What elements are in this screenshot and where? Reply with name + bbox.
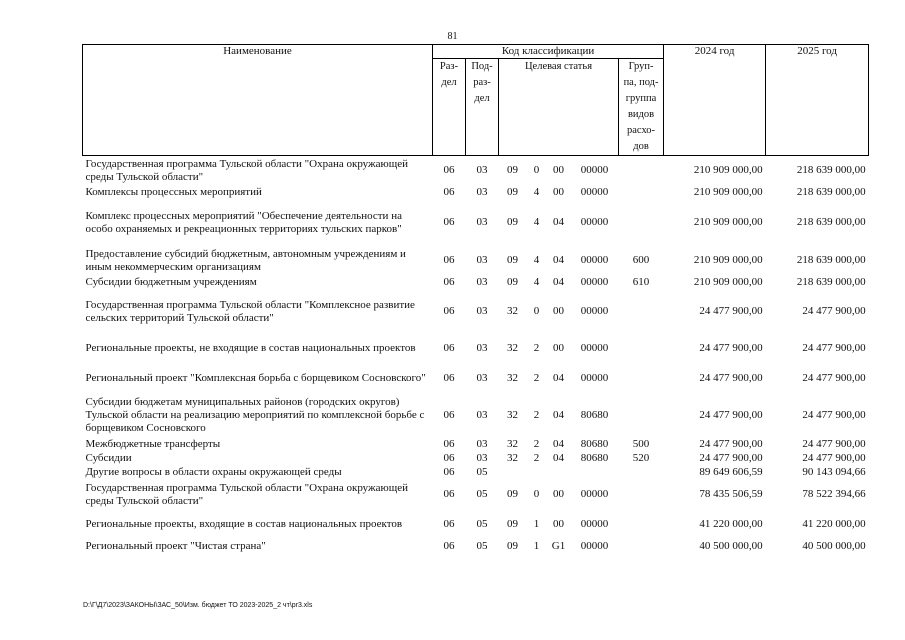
cell-pr: 03 bbox=[476, 276, 488, 288]
cell-c1: 09 bbox=[507, 488, 518, 500]
header-expense-group: Груп- па, под- группа видов расхо- дов bbox=[619, 59, 664, 156]
cell-y2: 218 639 000,00 bbox=[796, 254, 866, 266]
cell-y2: 218 639 000,00 bbox=[796, 216, 866, 228]
cell-c3: 04 bbox=[553, 409, 564, 421]
cell-rz: 06 bbox=[443, 372, 455, 384]
cell-name: Субсидии bbox=[85, 452, 132, 464]
cell-y2: 78 522 394,66 bbox=[802, 488, 866, 500]
cell-name: Региональный проект "Комплексная борьба с борщевиком Сосновского" bbox=[85, 372, 426, 384]
header-name: Наименование bbox=[83, 45, 433, 156]
table-row bbox=[83, 290, 869, 334]
cell-vr bbox=[619, 200, 664, 246]
cell-c1: 09 bbox=[507, 186, 518, 198]
cell-rz: 06 bbox=[443, 254, 455, 266]
cell-rz: 06 bbox=[443, 488, 455, 500]
cell-y2: 218 639 000,00 bbox=[796, 276, 866, 288]
header-razdel: Раз- дел bbox=[433, 59, 466, 156]
cell-c1: 32 bbox=[507, 452, 518, 464]
cell-vr bbox=[619, 186, 664, 200]
cell-c3 bbox=[547, 466, 571, 480]
cell-pr: 05 bbox=[476, 540, 488, 552]
cell-c3: 04 bbox=[553, 452, 564, 464]
header-code-classification: Код классификации bbox=[433, 45, 664, 59]
cell-c2: 4 bbox=[533, 254, 540, 266]
cell-rz: 06 bbox=[443, 438, 455, 450]
cell-c2: 4 bbox=[533, 276, 540, 288]
cell-c4: 00000 bbox=[580, 254, 609, 266]
header-target-article: Целевая статья bbox=[499, 59, 619, 156]
cell-c3: 04 bbox=[553, 276, 564, 288]
header-year-2025: 2025 год bbox=[766, 45, 869, 156]
cell-y1: 24 477 900,00 bbox=[699, 305, 763, 317]
cell-c1: 09 bbox=[507, 216, 518, 228]
cell-c4: 00000 bbox=[580, 342, 609, 354]
header-year-2024: 2024 год bbox=[664, 45, 766, 156]
cell-pr: 03 bbox=[476, 305, 488, 317]
cell-pr: 03 bbox=[476, 186, 488, 198]
cell-vr bbox=[619, 156, 664, 186]
cell-c3: 00 bbox=[553, 164, 564, 177]
cell-pr: 03 bbox=[476, 164, 488, 177]
cell-pr: 03 bbox=[476, 372, 488, 384]
cell-c4: 00000 bbox=[580, 488, 609, 500]
cell-vr bbox=[619, 394, 664, 438]
cell-c4: 80680 bbox=[580, 409, 609, 421]
cell-c2: 0 bbox=[533, 164, 540, 177]
budget-table bbox=[82, 44, 869, 554]
cell-vr: 610 bbox=[632, 276, 650, 288]
cell-rz: 06 bbox=[443, 276, 455, 288]
cell-y1: 24 477 900,00 bbox=[699, 409, 763, 421]
cell-c4: 00000 bbox=[580, 372, 609, 384]
cell-c2: 2 bbox=[533, 342, 540, 354]
table-row bbox=[83, 246, 869, 276]
cell-y2: 40 500 000,00 bbox=[802, 540, 866, 552]
cell-rz: 06 bbox=[443, 518, 455, 530]
cell-name: Другие вопросы в области охраны окружающей среды bbox=[85, 466, 342, 478]
cell-y2: 24 477 900,00 bbox=[802, 372, 866, 384]
table-row bbox=[83, 438, 869, 452]
cell-c2: 1 bbox=[533, 540, 540, 552]
cell-y1: 40 500 000,00 bbox=[699, 540, 763, 552]
table-row bbox=[83, 452, 869, 466]
cell-name: Комплекс процессных мероприятий "Обеспечение деятельности на особо охраняемых и рекреационных территориях тульских парков" bbox=[85, 209, 402, 235]
cell-pr: 05 bbox=[476, 466, 488, 478]
cell-name: Государственная программа Тульской области "Охрана окружающей среды Тульской области" bbox=[85, 157, 408, 183]
cell-y2: 218 639 000,00 bbox=[796, 164, 866, 177]
table-row bbox=[83, 276, 869, 290]
cell-name: Государственная программа Тульской области "Охрана окружающей среды Тульской области" bbox=[85, 481, 408, 507]
cell-name: Государственная программа Тульской области "Комплексное развитие сельских территорий Тульской области" bbox=[85, 298, 415, 324]
cell-c4: 00000 bbox=[580, 164, 609, 177]
cell-name: Региональные проекты, входящие в состав национальных проектов bbox=[85, 518, 403, 530]
cell-y1: 210 909 000,00 bbox=[693, 254, 763, 266]
cell-c1: 09 bbox=[507, 276, 518, 288]
cell-y1: 89 649 606,59 bbox=[699, 466, 763, 478]
cell-name: Межбюджетные трансферты bbox=[85, 438, 221, 450]
table-row bbox=[83, 364, 869, 394]
cell-y1: 78 435 506,59 bbox=[699, 488, 763, 500]
cell-vr: 520 bbox=[632, 452, 650, 464]
cell-c1: 32 bbox=[507, 342, 518, 354]
cell-vr bbox=[619, 364, 664, 394]
cell-name: Комплексы процессных мероприятий bbox=[85, 186, 262, 198]
cell-c2: 2 bbox=[533, 409, 540, 421]
cell-vr: 600 bbox=[632, 254, 650, 266]
cell-c4: 00000 bbox=[580, 276, 609, 288]
cell-c4: 00000 bbox=[580, 186, 609, 198]
cell-c2: 2 bbox=[533, 452, 540, 464]
cell-pr: 05 bbox=[476, 488, 488, 500]
cell-c3: 04 bbox=[553, 254, 564, 266]
cell-y1: 24 477 900,00 bbox=[699, 372, 763, 384]
cell-vr bbox=[619, 290, 664, 334]
cell-c4: 00000 bbox=[580, 216, 609, 228]
cell-y1: 210 909 000,00 bbox=[693, 276, 763, 288]
cell-rz: 06 bbox=[443, 305, 455, 317]
table-row bbox=[83, 334, 869, 364]
cell-y2: 41 220 000,00 bbox=[802, 518, 866, 530]
cell-y2: 90 143 094,66 bbox=[802, 466, 866, 478]
header-podrazdel: Под- раз- дел bbox=[466, 59, 499, 156]
cell-y2: 24 477 900,00 bbox=[802, 438, 866, 450]
cell-c4: 80680 bbox=[580, 452, 609, 464]
cell-rz: 06 bbox=[443, 466, 455, 478]
table-row bbox=[83, 466, 869, 480]
file-path-footer: D:\Г\Д7\2023\ЗАКОНЫ\ЗАС_50\Изм. бюджет ТО 2023-2025_2 чт\pr3.xls bbox=[83, 602, 313, 609]
cell-c1: 32 bbox=[507, 409, 518, 421]
cell-rz: 06 bbox=[443, 452, 455, 464]
cell-y2: 218 639 000,00 bbox=[796, 186, 866, 198]
cell-name: Региональный проект "Чистая страна" bbox=[85, 540, 266, 552]
cell-c2: 2 bbox=[533, 438, 540, 450]
cell-c2: 1 bbox=[533, 518, 540, 530]
cell-vr bbox=[619, 334, 664, 364]
cell-pr: 03 bbox=[476, 342, 488, 354]
cell-rz: 06 bbox=[443, 186, 455, 198]
cell-y2: 24 477 900,00 bbox=[802, 452, 866, 464]
cell-y1: 24 477 900,00 bbox=[699, 438, 763, 450]
cell-c2: 4 bbox=[533, 186, 540, 198]
table-row bbox=[83, 540, 869, 554]
cell-vr bbox=[619, 540, 664, 554]
cell-c1: 09 bbox=[507, 518, 518, 530]
cell-y2: 24 477 900,00 bbox=[802, 342, 866, 354]
page-number: 81 bbox=[447, 31, 458, 42]
cell-c1: 32 bbox=[507, 438, 518, 450]
cell-c2: 0 bbox=[533, 305, 540, 317]
table-row bbox=[83, 510, 869, 540]
cell-name: Региональные проекты, не входящие в состав национальных проектов bbox=[85, 342, 416, 354]
cell-y1: 24 477 900,00 bbox=[699, 342, 763, 354]
cell-vr bbox=[619, 480, 664, 510]
cell-y1: 210 909 000,00 bbox=[693, 164, 763, 177]
cell-rz: 06 bbox=[443, 342, 455, 354]
table-body bbox=[83, 156, 869, 554]
cell-c3: 00 bbox=[553, 488, 564, 500]
cell-c1: 32 bbox=[507, 305, 518, 317]
cell-vr bbox=[619, 510, 664, 540]
cell-c4: 00000 bbox=[580, 305, 609, 317]
cell-pr: 05 bbox=[476, 518, 488, 530]
cell-c2: 2 bbox=[533, 372, 540, 384]
cell-c4: 00000 bbox=[580, 540, 609, 552]
cell-y2: 24 477 900,00 bbox=[802, 305, 866, 317]
cell-rz: 06 bbox=[443, 540, 455, 552]
cell-c4 bbox=[571, 466, 619, 480]
cell-c3: 00 bbox=[553, 186, 564, 198]
cell-y1: 24 477 900,00 bbox=[699, 452, 763, 464]
cell-vr bbox=[619, 466, 664, 480]
cell-y1: 210 909 000,00 bbox=[693, 216, 763, 228]
cell-pr: 03 bbox=[476, 216, 488, 228]
cell-c1: 32 bbox=[507, 372, 518, 384]
cell-c3: 04 bbox=[553, 216, 564, 228]
cell-c1: 09 bbox=[507, 540, 518, 552]
cell-name: Субсидии бюджетам муниципальных районов (городских округов) Тульской области на реализацию мероприятий по комплексной борьбе с борщевиком Сосновского bbox=[85, 396, 425, 434]
cell-y1: 41 220 000,00 bbox=[699, 518, 763, 530]
cell-pr: 03 bbox=[476, 254, 488, 266]
cell-c3: 00 bbox=[553, 518, 564, 530]
table-row bbox=[83, 156, 869, 186]
cell-rz: 06 bbox=[443, 164, 455, 177]
cell-y1: 210 909 000,00 bbox=[693, 186, 763, 198]
table-row bbox=[83, 480, 869, 510]
cell-y2: 24 477 900,00 bbox=[802, 409, 866, 421]
cell-pr: 03 bbox=[476, 438, 488, 450]
cell-vr: 500 bbox=[632, 438, 650, 450]
cell-c1: 09 bbox=[507, 164, 518, 177]
cell-c3: 00 bbox=[553, 305, 564, 317]
cell-c3: 00 bbox=[553, 342, 564, 354]
cell-c2: 0 bbox=[533, 488, 540, 500]
table-row bbox=[83, 186, 869, 200]
cell-c3: 04 bbox=[553, 438, 564, 450]
cell-c4: 80680 bbox=[580, 438, 609, 450]
table-row bbox=[83, 394, 869, 438]
cell-c2: 4 bbox=[533, 216, 540, 228]
cell-c1 bbox=[499, 466, 527, 480]
cell-pr: 03 bbox=[476, 452, 488, 464]
cell-name: Субсидии бюджетным учреждениям bbox=[85, 276, 257, 288]
cell-c3: 04 bbox=[553, 372, 564, 384]
cell-pr: 03 bbox=[476, 409, 488, 421]
cell-c1: 09 bbox=[507, 254, 518, 266]
cell-c4: 00000 bbox=[580, 518, 609, 530]
cell-rz: 06 bbox=[443, 409, 455, 421]
cell-c3: G1 bbox=[551, 540, 566, 552]
table-row bbox=[83, 200, 869, 246]
cell-name: Предоставление субсидий бюджетным, автономным учреждениям и иным некоммерческим организациям bbox=[85, 247, 406, 273]
cell-rz: 06 bbox=[443, 216, 455, 228]
cell-c2 bbox=[527, 466, 547, 480]
